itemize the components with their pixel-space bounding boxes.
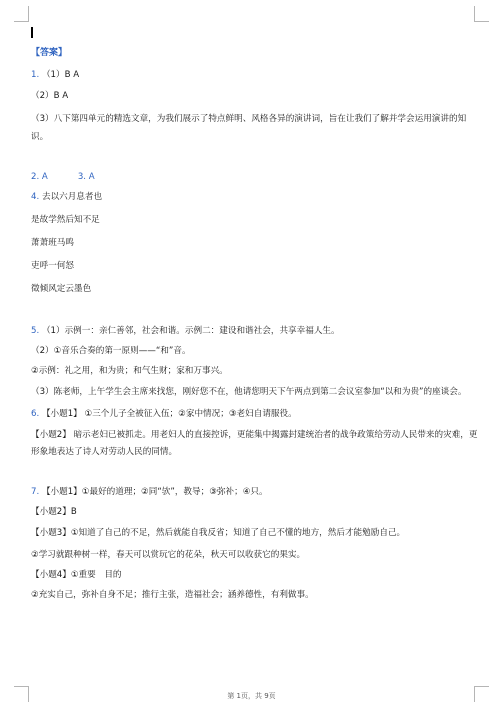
crop-mark-top-right-v [474, 6, 475, 22]
answer-line: 【小题3】①知道了自己的不足，然后就能自我反省；知道了自己不懂的地方，然后才能勉励自己。 [31, 528, 406, 538]
question-number: 5. [31, 326, 40, 336]
crop-mark-top-left-v [28, 6, 29, 22]
answer-line: 6. 【小题1】 ①三个儿子全被征入伍；②家中情况；③老妇自请服役。 [31, 409, 297, 419]
answer-line: 4. 去以六月息者也 [31, 192, 103, 202]
page-footer: 第 1页，共 9页 [227, 692, 276, 700]
answer-line: （3）八下第四单元的精选文章，为我们展示了特点鲜明、风格各异的演讲词，旨在让我们了解并学会运用演讲的知识。 [31, 114, 467, 142]
question-number: 3. A [77, 172, 95, 182]
crop-mark-top-right-h [474, 21, 489, 22]
answer-line: 是故学然后知不足 [31, 215, 100, 225]
text-cursor [31, 27, 33, 38]
crop-mark-top-left-h [14, 21, 29, 22]
answer-line: 吏呼一何怒 [31, 261, 74, 271]
answer-content[interactable] [31, 46, 483, 602]
answer-line [31, 170, 483, 184]
question-number: 7. [31, 487, 40, 497]
answer-line: 【小题2】B [31, 507, 77, 517]
answer-line: ②充实自己，弥补自身不足；推行主张，造福社会；涵养德性，有利做事。 [31, 590, 314, 600]
answer-line: 【小题2】 暗示老妇已被抓走。用老妇人的直接控诉，更能集中揭露封建统治者的战争政策给劳动人民带来的灾难，更形象地表达了诗人对劳动人民的同情。 [31, 430, 478, 457]
question-number: 2. A [31, 172, 48, 182]
crop-mark-bottom-right-h [474, 686, 489, 687]
question-number: 1. [31, 70, 40, 80]
answer-line: 5. （1）示例一：亲仁善邻，社会和谐。示例二：建设和谐社会，共享幸福人生。 [31, 326, 340, 336]
answer-line: （2）B A [31, 91, 69, 101]
crop-mark-bottom-left-h [14, 686, 29, 687]
answer-line: 1. （1）B A [31, 70, 80, 80]
answer-line: ②学习就跟种树一样，春天可以赏玩它的花朵，秋天可以收获它的果实。 [31, 550, 306, 560]
answer-line: ②示例：礼之用，和为贵；和气生财；家和万事兴。 [31, 366, 228, 376]
answer-line: 7. 【小题1】①最好的道理；②同“欤”，教导；③弥补；④只。 [31, 487, 268, 497]
answer-heading: 【答案】 [31, 48, 68, 58]
answer-line: （3）陈老师，上午学生会主席来找您，刚好您不在，他请您明天下午两点到第二会议室参加“以和为贵”的座谈会。 [31, 387, 467, 397]
answer-line: 徵倾风定云墨色 [31, 284, 92, 294]
question-number: 4. [31, 192, 40, 202]
answer-line: 萧萧班马鸣 [31, 238, 74, 248]
question-number: 6. [31, 409, 40, 419]
answer-line: 【小题4】①重要 目的 [31, 570, 122, 580]
answer-line: （2）①音乐合奏的第一原则——“和”音。 [31, 346, 191, 356]
